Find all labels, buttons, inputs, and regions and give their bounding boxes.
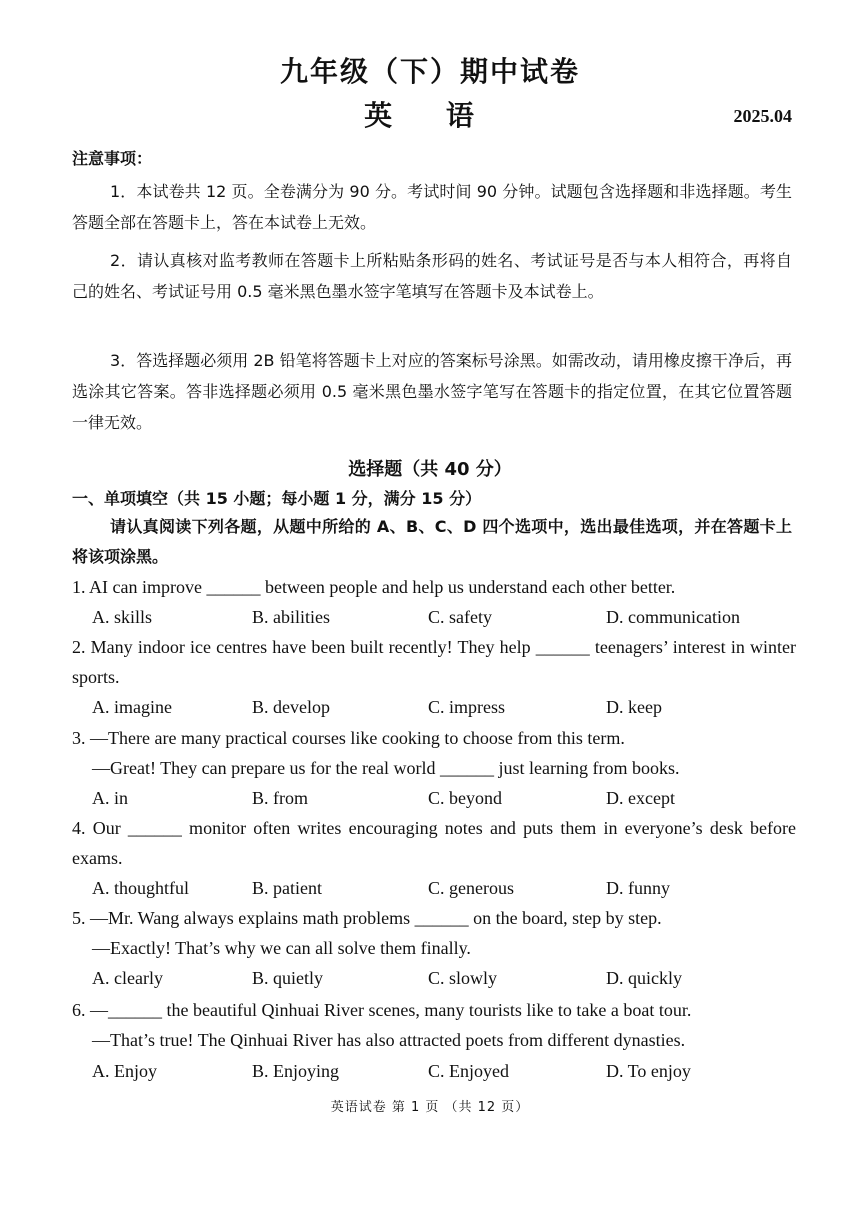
option-d: D. quickly	[606, 968, 682, 988]
note-item-1: 1．本试卷共 12 页。全卷满分为 90 分。考试时间 90 分钟。试题包含选择题和非选择题。考生答题全部在答题卡上，答在本试卷上无效。	[72, 182, 792, 232]
question-4: 4. Our ______ monitor often writes encouraging notes and puts them in everyone’s desk before exams.	[72, 818, 796, 868]
section-title: 选择题（共 40 分）	[348, 459, 512, 480]
option-a: A. imagine	[92, 697, 172, 717]
option-c: C. beyond	[428, 788, 502, 808]
option-b: B. from	[252, 788, 308, 808]
option-b: B. abilities	[252, 607, 330, 627]
option-c: C. safety	[428, 607, 492, 627]
option-c: C. impress	[428, 697, 506, 717]
exam-title: 九年级（下）期中试卷	[279, 55, 580, 88]
question-3-options	[92, 783, 792, 813]
option-a: A. clearly	[92, 968, 163, 988]
option-d: D. funny	[606, 878, 670, 898]
question-1-options	[92, 602, 792, 632]
option-d: D. keep	[606, 697, 662, 717]
question-2: 2. Many indoor ice centres have been built recently! They help ______ teenagers’ interest in winter sports.	[72, 637, 796, 687]
exam-date: 2025.04	[733, 106, 792, 126]
option-a: A. in	[92, 788, 128, 808]
notes-heading: 注意事项：	[72, 149, 153, 168]
part-title: 一、单项填空（共 15 小题；每小题 1 分，满分 15 分）	[72, 489, 482, 508]
option-d: D. To enjoy	[606, 1061, 691, 1081]
page-footer: 英语试卷 第 1 页 （共 12 页）	[330, 1100, 530, 1115]
option-b: B. develop	[252, 697, 330, 717]
note-item-2: 2．请认真核对监考教师在答题卡上所粘贴条形码的姓名、考试证号是否与本人相符合，再将自己的姓名、考试证号用 0.5 毫米黑色墨水签字笔填写在答题卡及本试卷上。	[72, 251, 792, 301]
question-4-options	[92, 873, 792, 903]
option-c: C. Enjoyed	[428, 1061, 509, 1081]
option-b: B. quietly	[252, 968, 323, 988]
subject-title: 英 语	[364, 99, 496, 132]
option-a: A. Enjoy	[92, 1061, 157, 1081]
part-instruction: 请认真阅读下列各题，从题中所给的 A、B、C、D 四个选项中，选出最佳选项，并在答题卡上将该项涂黑。	[72, 517, 792, 566]
question-3: 3. —There are many practical courses like cooking to choose from this term.	[72, 728, 625, 748]
question-2-options	[92, 692, 792, 722]
question-3-reply: —Great! They can prepare us for the real world ______ just learning from books.	[92, 758, 680, 778]
note-item-3: 3．答选择题必须用 2B 铅笔将答题卡上对应的答案标号涂黑。如需改动，请用橡皮擦干净后，再选涂其它答案。答非选择题必须用 0.5 毫米黑色墨水签字笔写在答题卡的指定位置，在其它位置答题一律无效。	[72, 351, 792, 432]
option-c: C. generous	[428, 878, 514, 898]
question-1: 1. AI can improve ______ between people and help us understand each other better.	[72, 577, 676, 597]
question-5-reply: —Exactly! That’s why we can all solve them finally.	[92, 938, 471, 958]
question-6-options	[92, 1056, 792, 1086]
question-5: 5. —Mr. Wang always explains math problems ______ on the board, step by step.	[72, 908, 662, 928]
option-a: A. skills	[92, 607, 153, 627]
option-d: D. communication	[606, 607, 740, 627]
question-5-options	[92, 963, 792, 993]
question-6-reply: —That’s true! The Qinhuai River has also attracted poets from different dynasties.	[92, 1030, 686, 1050]
option-c: C. slowly	[428, 968, 498, 988]
option-d: D. except	[606, 788, 675, 808]
option-b: B. Enjoying	[252, 1061, 340, 1081]
option-a: A. thoughtful	[92, 878, 189, 898]
question-6: 6. —______ the beautiful Qinhuai River scenes, many tourists like to take a boat tour.	[72, 1000, 692, 1020]
option-b: B. patient	[252, 878, 322, 898]
